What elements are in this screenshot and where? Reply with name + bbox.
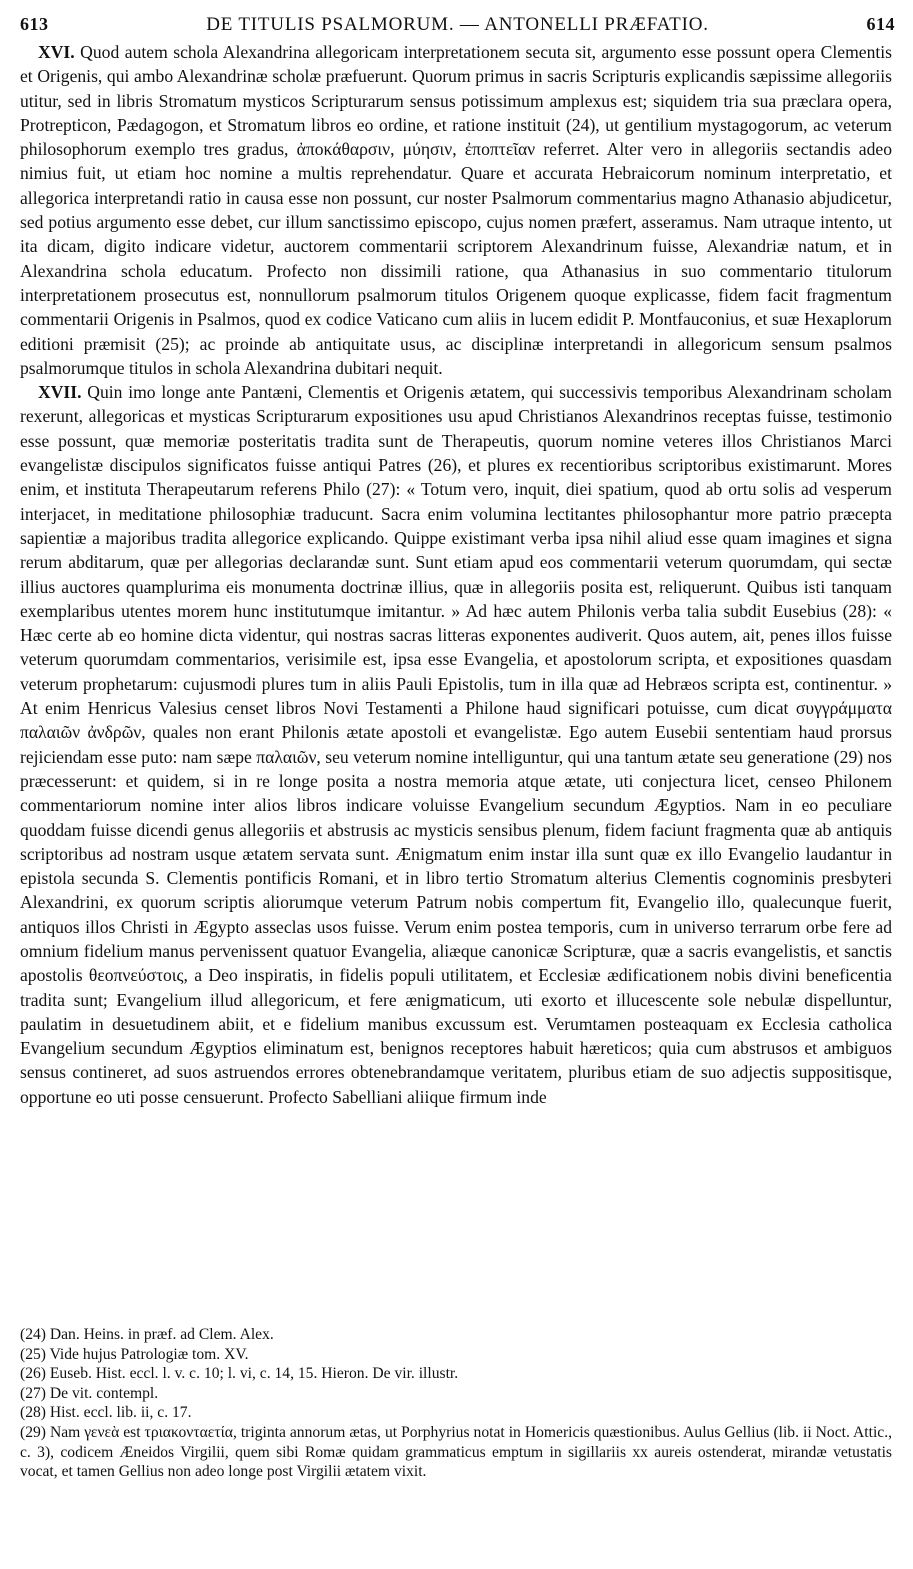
footnotes xyxy=(20,1325,892,1482)
page-number-left: 613 xyxy=(20,14,49,34)
footnote: (27) De vit. contempl. xyxy=(20,1384,159,1402)
section-paragraph xyxy=(20,40,892,380)
section-number: XVII. xyxy=(38,382,82,403)
footnote: (26) Euseb. Hist. eccl. l. v. c. 10; l. vi, c. 14, 15. Hieron. De vir. illustr. xyxy=(20,1365,459,1383)
running-title: DE TITULIS PSALMORUM. — ANTONELLI PRÆFATIO. xyxy=(206,14,709,35)
footnote: (24) Dan. Heins. in præf. ad Clem. Alex. xyxy=(20,1326,274,1343)
section-text: Quod autem schola Alexandrina allegoricam interpretationem secuta sit, argumento esse possunt opera Clementis et Origenis, qui ambo Alexandrinæ scholæ præfuerunt. Quorum primus in sacris Scripturis explicandis sæpissime allegoriis utitur, sed in libris Stromatum mysticos Scripturarum sensus potissimum amplexus est; siquidem tria sua præclara opera, Protrepticon, Pædagogon, et Stromatum libros eo ordine, et ratione instituit (24), ut gentilium mystagogorum, ac veterum philosophorum exemplo tres gradus, ἀποκάθαρσιν, μύησιν, ἐποπτεῖαν referret. Alter vero in allegoriis sectandis adeo nimius fuit, ut etiam hoc nomine a multis reprehendatur. Quare et accurata Hebraicorum nominum interpretatio, et allegorica interpretandi ratio in causa esse non possunt, cur noster Psalmorum commentarius magno Athanasio abjudicetur, sed potius argumento esse debet, cur illum sanctissimo episcopo, cujus nomen præfert, asseramus. Nam utraque intento, ut ita dicam, digito indicare videtur, auctorem commentarii scriptorem Alexandrinum fuisse, Alexandriæ natum, et in Alexandrina schola educatum. Profecto non dissimili ratione, qua Athanasius in suo commentario titulorum interpretationem prosecutus est, nonnullorum psalmorum titulos Origenem quoque explicasse, fidem facit fragmentum commentarii Origenis in Psalmos, quod ex codice Vaticano cum aliis in lucem edidit P. Montfauconius, et suæ Hexaplorum editioni præmisit (25); ac proinde ab antiquitate usus, ac disciplinæ interpretandi in allegoricum sensum psalmos psalmorumque titulos in schola Alexandrina dubitari nequit. xyxy=(20,42,892,378)
section-text: Quin imo longe ante Pantæni, Clementis et Origenis ætatem, qui successivis temporibus Alexandrinam scholam rexerunt, allegoricas et mysticas Scripturarum expositiones usu apud Christianos Alexandrinos receptas fuisse, testimonio esse possunt, quæ memoriæ posteritatis tradita sunt de Therapeutis, quorum nomine veteres illos Christianos Marci evangelistæ discipulos significatos fuisse antiqui Patres (26), et plures ex recentioribus scriptoribus existimarunt. Mores enim, et instituta Therapeutarum referens Philo (27): « Totum vero, inquit, diei spatium, quod ab ortu solis ad vesperum interjacet, in meditatione philosophiæ traducunt. Sacra enim volumina lectitantes philosophantur more patrio præcepta sapientiæ a majoribus tradita allegorice explicando. Quippe existimant verba ipsa nihil aliud esse quam imagines et signa rerum abditarum, quæ per allegorias declarandæ sunt. Sunt etiam apud eos commentarii veterum quorumdam, qui sectæ illius auctores quamplurima eis monumenta doctrinæ illius, quæ in allegoriis posita est, reliquerunt. Quibus isti tanquam exemplaribus utentes morem hunc institutumque imitantur. » Ad hæc autem Philonis verba talia subdit Eusebius (28): « Hæc certe ab eo homine dicta videntur, qui nostras sacras litteras exponentes audiverit. Quos autem, ait, penes illos fuisse veterum quorumdam commentarios, verisimile est, ipsa esse Evangelia, et apostolorum scripta, et expositiones quasdam veterum prophetarum: cujusmodi plures tum in aliis Pauli Epistolis, tum in illa quæ ad Hebræos scripta est, continentur. » At enim Henricus Valesius censet libros Novi Testamenti a Philone haud significari potuisse, cum dicat συγγράμματα παλαιῶν ἀνδρῶν, quales non erant Philonis ætate apostoli et evangelistæ. Ego autem Eusebii sententiam haud prorsus rejiciendam esse puto: nam sæpe παλαιῶν, seu veterum nomine intelliguntur, qui una tantum ætate seu generatione (29) nos præcesserunt: et quidem, si in re longe posita a nostra memoria atque ætate, uti conjectura licet, censeo Philonem commentariorum nomine inter alios libros indicare voluisse Evangelium secundum Ægyptios. Nam in eo peculiare quoddam fuisse dicendi genus allegoriis et abstrusis ac mysticis sensibus plenum, fidem faciunt fragmenta quæ ab antiquis scriptoribus ad nostram usque ætatem servata sunt. Ænigmatum enim instar illa sunt quæ ex illo Evangelio laudantur in epistola secunda S. Clementis pontificis Romani, et in libro tertio Stromatum alterius Clementis cognominis presbyteri Alexandrini, ex quorum scriptis aliorumque veterum Patrum nobis compertum fit, Evangelio illo, qualecunque fuerit, antiquos illos Christi in Ægypto asseclas usos fuisse. Verum enim postea temporis, cum in universo terrarum orbe fere ad omnium fidelium manus pervenissent quatuor Evangelia, aliæque canonicæ Scripturæ, quæ a sacris evangelistis, et sanctis apostolis θεοπνεύστοις, a Deo inspiratis, in fidelis populi utilitatem, et Ecclesiæ ædificationem nobis divini beneficentia tradita sunt; Evangelium illud allegoricum, et fere ænigmaticum, uti exorto et illucescente sole nebulæ dispelluntur, paulatim in desuetudinem abiit, et e fidelium manibus excussum est. Verumtamen posteaquam ex Ecclesia catholica Evangelium secundum Ægyptios eliminatum est, benignos receptores habuit hæreticos; quia cum abstrusos et ambiguos sensus contineret, ad suos astruendos errores obtenebrandamque veritatem, pluribus etiam de suo adjectis suppositisque, opportune eo uti posse censuerunt. Profecto Sabelliani aliique firmum inde xyxy=(20,382,892,1107)
footnote: (28) Hist. eccl. lib. ii, c. 17. xyxy=(20,1404,192,1422)
footnote: (29) Nam γενεὰ est τριακονταετία, triginta annorum ætas, ut Porphyrius notat in Homericis quæstionibus. Aulus Gellius (lib. ii Noct. Attic., c. 3), codicem Æneidos Virgilii, quem sibi Romæ quidam grammaticus emptum in sigillariis xx aureis ostenderat, mirandæ vetustatis vocat, et tamen Gellius non adeo longe post Virgilii ætatem vixit. xyxy=(20,1423,892,1481)
section-paragraph xyxy=(20,380,892,1109)
section-number: XVI. xyxy=(38,42,75,62)
running-header xyxy=(20,14,895,38)
footnote: (25) Vide hujus Patrologiæ tom. XV. xyxy=(20,1345,249,1363)
main-text xyxy=(20,40,892,1109)
page-number-right: 614 xyxy=(866,14,895,34)
